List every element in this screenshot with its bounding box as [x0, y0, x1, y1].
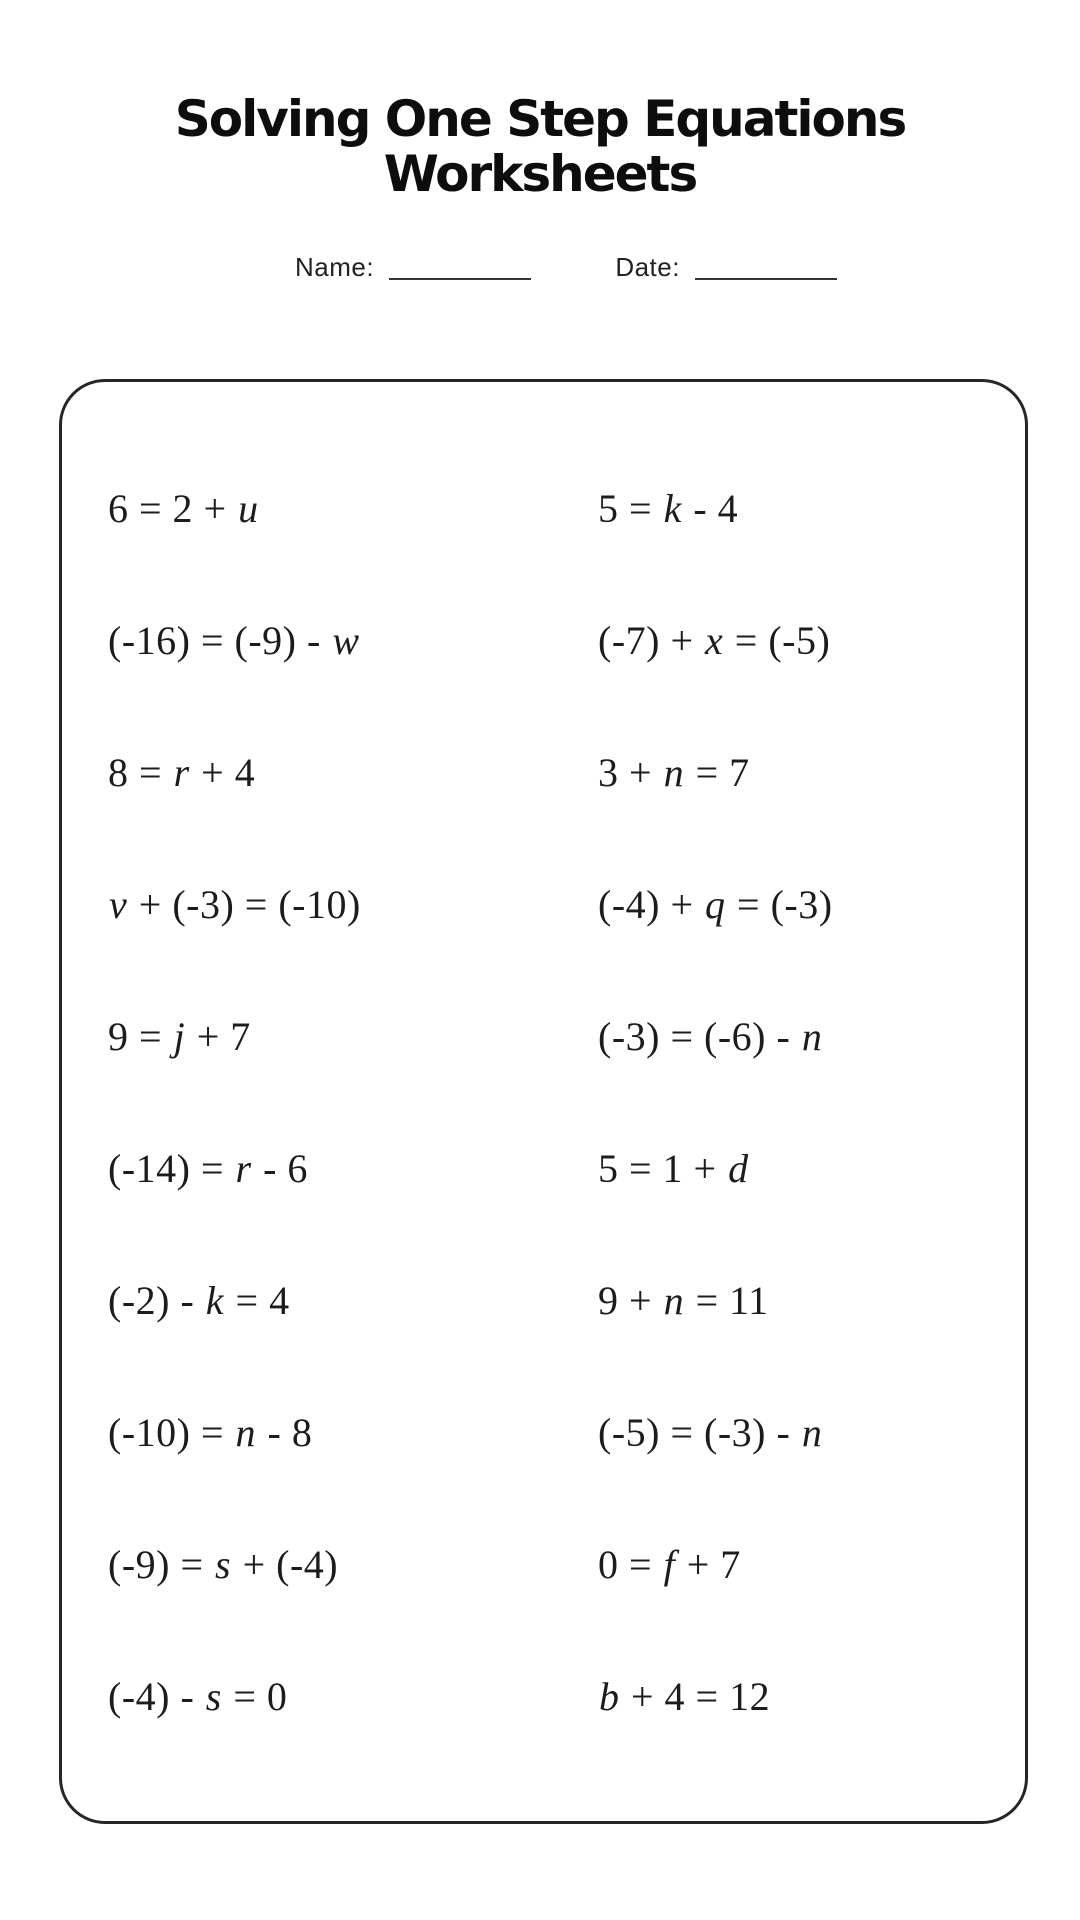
- equation-right-6: 5 = 1 + d: [598, 1145, 749, 1191]
- equation-left-6: (-14) = r - 6: [108, 1145, 308, 1191]
- date-label: Date:: [615, 252, 680, 282]
- equation-right-2: (-7) + x = (-5): [598, 617, 831, 663]
- date-blank-line: [695, 278, 837, 280]
- equation-left-1: 6 = 2 + u: [108, 485, 259, 531]
- equation-right-4: (-4) + q = (-3): [598, 881, 833, 927]
- equations-box: [59, 379, 1028, 1824]
- title-line-1: Solving One Step Equations: [174, 90, 906, 148]
- equation-right-7: 9 + n = 11: [598, 1277, 769, 1323]
- equation-right-5: (-3) = (-6) - n: [598, 1013, 823, 1059]
- equation-left-7: (-2) - k = 4: [108, 1277, 290, 1323]
- equation-right-10: b + 4 = 12: [599, 1673, 771, 1719]
- equation-left-2: (-16) = (-9) - w: [108, 617, 360, 663]
- equation-left-10: (-4) - s = 0: [108, 1673, 288, 1719]
- name-date-row: [0, 252, 1080, 283]
- equation-right-1: 5 = k - 4: [598, 485, 739, 531]
- title-line-2: Worksheets: [383, 145, 697, 203]
- equation-right-9: 0 = f + 7: [598, 1541, 741, 1587]
- equation-right-8: (-5) = (-3) - n: [598, 1409, 823, 1455]
- equation-grid: [108, 442, 995, 1762]
- name-field: [295, 252, 531, 283]
- equation-left-5: 9 = j + 7: [108, 1013, 251, 1059]
- date-field: [615, 252, 837, 283]
- equation-left-9: (-9) = s + (-4): [108, 1541, 339, 1587]
- page-title: [0, 0, 1080, 202]
- equation-left-3: 8 = r + 4: [108, 749, 256, 795]
- equation-left-8: (-10) = n - 8: [108, 1409, 313, 1455]
- equation-left-4: v + (-3) = (-10): [109, 881, 361, 927]
- equation-right-3: 3 + n = 7: [598, 749, 750, 795]
- name-blank-line: [389, 278, 531, 280]
- name-label: Name:: [295, 252, 375, 282]
